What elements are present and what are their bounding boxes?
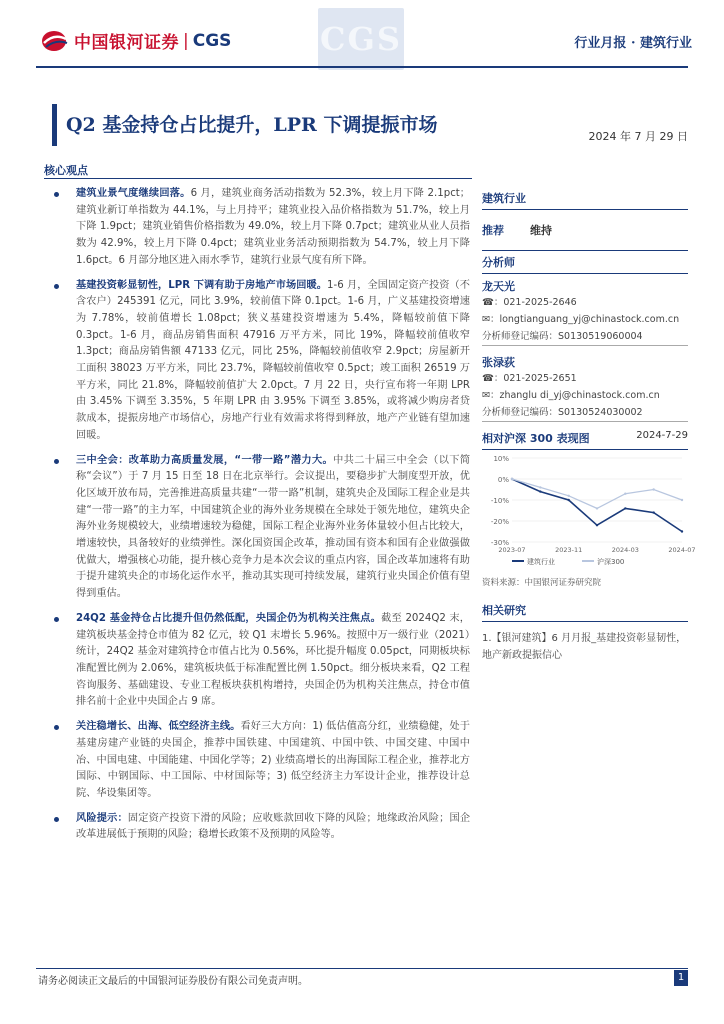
industry-title: 建筑行业: [482, 192, 526, 205]
bullet-icon: [54, 459, 59, 464]
paragraph-body: 中共二十届三中全会（以下简称“会议”）于 7 月 15 日至 18 日在北京举行。会议提出，要稳步扩大制度型开放，优化区域开放布局，完善推进高质量共建“一带一路”机制，建筑央企及国际工程企业是共建“一带一路”的主力军，中国建筑企业的海外业务规模在全球处于领先地位，建筑央企海外业务规模较大，业绩增速较为稳健，国际工程企业海外业务体量较小但占比较大，增速较快，具备较好的业绩弹性。深化国资国企改革，推动国有资本和国有企业做强做优做大，增强核心功能，提升核心竞争力是本次会议的重点内容，国企改革加速将有助于提升建筑央企的市场化运作水平，推动其实现可持续发展，建筑行业央国企价值有望得到重估。: [76, 454, 471, 600]
chart-title: 相对沪深 300 表现图: [482, 432, 590, 445]
section-divider: [482, 209, 688, 210]
legend-label: 建筑行业: [527, 558, 555, 566]
section-divider: [482, 621, 688, 622]
data-point: [596, 507, 598, 509]
data-point: [624, 493, 626, 495]
analyst-phone: ☎：021-2025-2646: [482, 297, 577, 308]
y-tick-label: -10%: [490, 497, 509, 505]
rating-value: 维持: [530, 224, 552, 237]
page-number: 1: [674, 970, 688, 986]
analyst-name: 龙天光: [482, 280, 515, 293]
paragraph-lead: 三中全会：改革助力高质量发展，“一带一路”潜力大。: [76, 454, 334, 466]
section-divider: [482, 273, 688, 274]
brand-name: CGS: [192, 30, 232, 51]
page-header: [0, 0, 724, 80]
legend-label: 沪深300: [597, 558, 625, 566]
data-point: [652, 488, 654, 490]
paragraph-body: 截至 2024Q2 末，建筑板块基金持仓市值为 82 亿元，较 Q1 末增长 5.96%。按照中万一级行业（2021）统计，24Q2 基金对建筑持仓市值占比为 0.56%，环比提升幅度 0.05pct，同期板块标准配置比例为 2.06%，建筑板块低于标准配置比例 1.50pct。细分板块来看，Q2 工程咨询服务、基础建设、专业工程板块获机构增持，央国企仍为机构关注焦点，持仓市值排名前十企业中央国企占 9 席。: [76, 612, 470, 708]
paragraph-lead: 建筑业景气度继续回落。: [76, 188, 191, 199]
title-accent-bar: [52, 104, 57, 146]
company-name: 中国银河证券: [74, 33, 179, 53]
paragraph: [48, 186, 470, 270]
y-tick-label: -20%: [490, 518, 509, 526]
x-tick-label: 2024-07: [668, 546, 696, 554]
performance-chart: [482, 450, 696, 570]
x-tick-label: 2023-07: [498, 546, 526, 554]
data-point: [652, 511, 654, 513]
sidebar-research: [482, 602, 688, 664]
data-point: [539, 486, 541, 488]
core-divider: [44, 178, 472, 179]
rating-row: [482, 222, 688, 238]
chart-date: 2024-7-29: [636, 430, 688, 441]
bullet-icon: [54, 725, 59, 730]
x-tick-label: 2023-11: [555, 546, 583, 554]
y-tick-label: -30%: [490, 539, 509, 547]
chart-header: [482, 430, 688, 446]
logo-separator: |: [183, 30, 189, 51]
analyst-cert: 分析师登记编码：S0130519060004: [482, 328, 688, 346]
paragraph: [48, 611, 470, 711]
y-tick-label: 0%: [497, 476, 509, 484]
series-line-1: [512, 479, 682, 508]
data-point: [511, 478, 513, 480]
rating-label: 推荐: [482, 224, 504, 237]
paragraph-body: 固定资产投资下滑的风险；应收账款回收下降的风险；地缘政治风险；国企改革进展低于预期的风险；稳增长政策不及预期的风险等。: [76, 812, 471, 841]
report-title: Q2 基金持仓占比提升，LPR 下调提振市场: [66, 114, 438, 136]
bullet-icon: [54, 817, 59, 822]
paragraph: [48, 719, 470, 803]
analyst-title: 分析师: [482, 256, 515, 269]
paragraph-lead: 基建投资彰显韧性，LPR 下调有助于房地产市场回暖。: [76, 279, 328, 291]
watermark-text: CGS: [320, 20, 402, 58]
paragraph-lead: 24Q2 基金持仓占比提升但仍然低配，央国企仍为机构关注焦点。: [76, 612, 382, 624]
sidebar-chart: [482, 430, 696, 588]
section-divider: [482, 250, 688, 251]
data-point: [567, 495, 569, 497]
data-point: [681, 530, 683, 532]
footer-divider: [36, 968, 688, 969]
sidebar-analysts: [482, 254, 688, 422]
analyst-phone: ☎：021-2025-2651: [482, 373, 577, 384]
bullet-icon: [54, 192, 59, 197]
main-content: [48, 186, 470, 852]
paragraph: [48, 278, 470, 445]
paragraph-body: 1-6 月，全国固定资产投资（不含农户）245391 亿元，同比 3.9%，较前值下降 0.1pct。1-6 月，广义基建投资增速为 7.78%，较前值增长 1.08pct；狭义基建投资增速为 5.4%，降幅较前值下降 0.3pct。1-6 月，商品房销售面积 47916 万平方米，同比 19%，降幅较前值收窄 1.3pct；商品房销售额 47133 亿元，同比 25%，降幅较前值收窄 2.9pct；房屋新开工面积 38023 万平方米，同比 23.7%，降幅较前值收窄 0.5pct；竣工面积 26519 万平方米，同比 21.8%，降幅较前值扩大 2.0pct。7 月 22 日，央行宣布将一年期 LPR 由 3.45% 下调至 3.35%，5 年期 LPR 由 3.95% 下调至 3.85%，或将减少购房者贷款成本，提振房地产市场信心，房地产行业有效需求将得到释放，地产产业链有望加速回暖。: [76, 279, 470, 441]
bullet-icon: [54, 284, 59, 289]
analyst-email[interactable]: ✉：longtianguang_yj@chinastock.com.cn: [482, 314, 680, 325]
company-logo: [40, 28, 231, 53]
paragraph-body: 6 月，建筑业商务活动指数为 52.3%，较上月下降 2.1pct；建筑业新订单指数为 44.1%，与上月持平；建筑业投入品价格指数为 51.7%，较上月下降 1.9pct；建筑业销售价格指数为 49.0%，较上月下降 0.7pct；建筑业从业人员指数为 42.9%，较上月下降 0.4pct；建筑业业务活动预期指数为 54.7%，较上月下降 1.6pct。6 月部分地区进入雨水季节，建筑行业景气度有所下降。: [76, 188, 470, 266]
analyst-email[interactable]: ✉：zhanglu di_yj@chinastock.com.cn: [482, 390, 660, 401]
data-point: [596, 524, 598, 526]
sidebar-industry: [482, 190, 688, 251]
data-point: [681, 499, 683, 501]
core-label: 核心观点: [44, 164, 88, 177]
footer-disclaimer: 请务必阅读正文最后的中国银河证券股份有限公司免责声明。: [38, 976, 308, 987]
research-title: 相关研究: [482, 604, 526, 617]
data-point: [624, 507, 626, 509]
paragraph-lead: 关注稳增长、出海、低空经济主线。: [76, 721, 241, 733]
paragraph: [48, 453, 470, 603]
report-type: 行业月报 · 建筑行业: [574, 36, 692, 51]
x-tick-label: 2024-03: [611, 546, 639, 554]
paragraph-lead: 风险提示：: [76, 812, 128, 824]
report-date: 2024 年 7 月 29 日: [588, 130, 688, 143]
data-point: [539, 490, 541, 492]
paragraph: [48, 811, 470, 844]
analyst-cert: 分析师登记编码：S0130524030002: [482, 404, 688, 422]
header-divider: [36, 66, 688, 68]
analyst-name: 张渌荻: [482, 356, 515, 369]
paragraph-body: 看好三大方向：1) 低估值高分红，业绩稳健，处于基建房建产业链的央国企，推荐中国铁建、中国建筑、中国中铁、中国交建、中国中冶、中国电建、中国能建、中国化学等；2) 业绩高增长的出海国际工程企业，推荐北方国际、中钢国际、中工国际、中材国际等；3) 低空经济主力军设计企业，推荐设计总院、华设集团等。: [76, 721, 470, 799]
chart-source: 资料来源：中国银河证券研究院: [482, 578, 602, 588]
bullet-icon: [54, 617, 59, 622]
research-item[interactable]: 1.【银河建筑】6 月月报_基建投资彰显韧性，地产新政提振信心: [482, 633, 687, 661]
y-tick-label: 10%: [493, 455, 509, 463]
data-point: [567, 499, 569, 501]
cgs-logo-icon: [40, 29, 70, 53]
